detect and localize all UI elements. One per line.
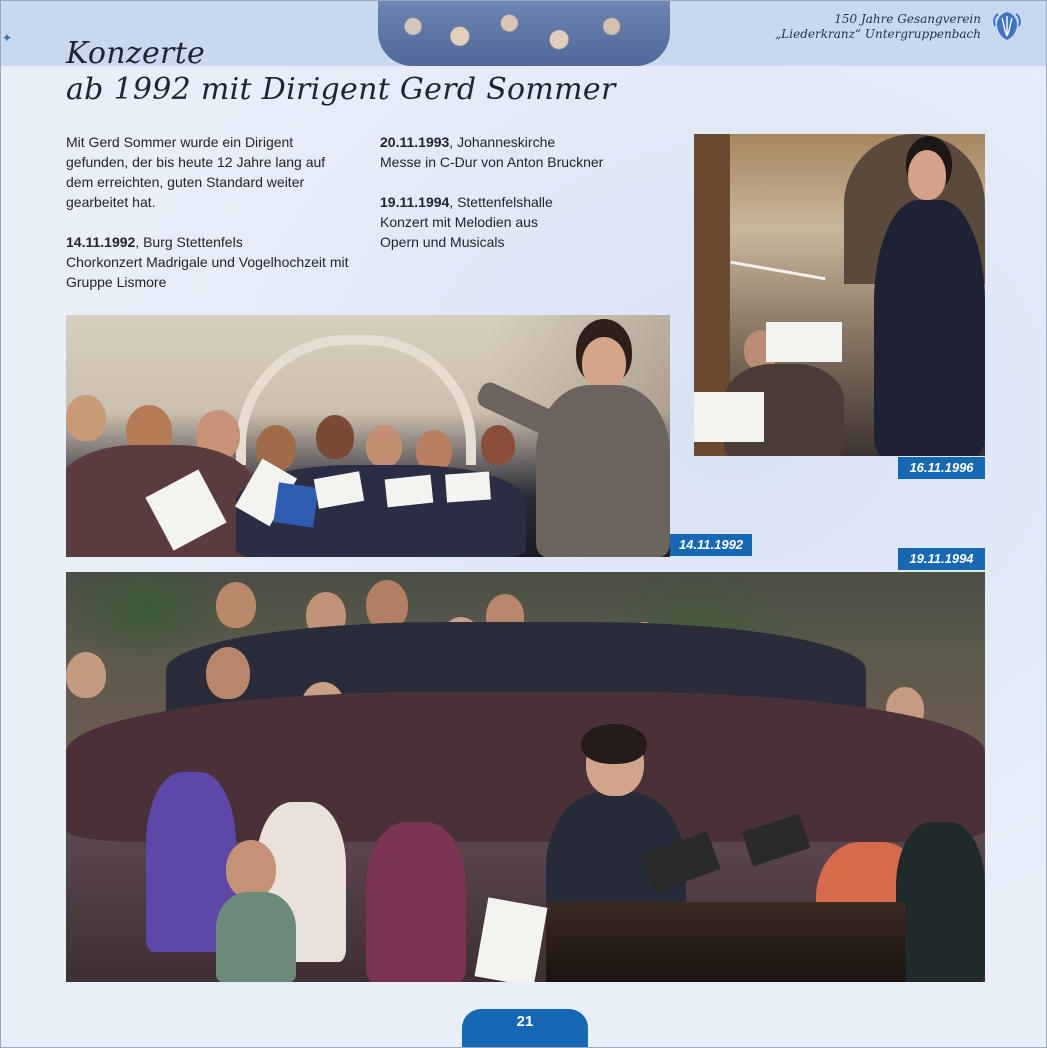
concert-entry	[380, 192, 680, 252]
music-sheet	[475, 897, 548, 982]
singer-body	[366, 822, 466, 982]
music-sheet	[385, 475, 434, 508]
intro-paragraph: Mit Gerd Sommer wurde ein Dirigent gefunden, der bis heute 12 Jahre lang auf dem erreichten, guten Standard weiter gearbeitet hat.	[66, 134, 326, 210]
singer-head	[66, 395, 106, 441]
singer-head	[316, 415, 354, 459]
photo-caption: 14.11.1992	[670, 534, 752, 556]
brand-line-2: „Liederkranz“ Untergruppenbach	[775, 27, 981, 41]
ornament-icon: ✦	[2, 31, 13, 45]
page-title	[66, 36, 616, 108]
title-line-1: Konzerte	[66, 36, 206, 71]
conductor-head	[582, 337, 626, 389]
music-stand	[694, 392, 764, 442]
lyre-icon	[989, 8, 1025, 44]
title-line-2: ab 1992 mit Dirigent Gerd Sommer	[66, 72, 616, 107]
text-column-1	[66, 132, 356, 292]
photo-caption: 16.11.1996	[898, 457, 985, 479]
brand-block	[775, 12, 1025, 42]
conductor-1996-photo	[694, 134, 985, 456]
conductor-head	[908, 150, 946, 200]
concert-description: Konzert mit Melodien aus Opern und Musicals	[380, 214, 538, 250]
choir-1994-photo	[66, 572, 985, 982]
concert-date: 20.11.1993	[380, 134, 450, 150]
concert-place: , Johanneskirche	[449, 134, 556, 150]
singer-body	[216, 892, 296, 982]
text-column-2	[380, 132, 680, 252]
page-number: 21	[462, 1009, 588, 1047]
conductor-body	[536, 385, 670, 557]
concert-description: Chorkonzert Madrigale und Vogelhochzeit mit Gruppe Lismore	[66, 254, 349, 290]
brand-line-1: 150 Jahre Gesangverein	[834, 12, 981, 26]
concert-place: , Stettenfelshalle	[449, 194, 553, 210]
concert-description: Messe in C-Dur von Anton Bruckner	[380, 154, 604, 170]
choir-1992-photo	[66, 315, 670, 557]
singer-body	[896, 822, 985, 982]
singer-head	[206, 647, 250, 699]
concert-date: 19.11.1994	[380, 194, 450, 210]
music-sheet	[445, 471, 491, 502]
music-stand	[766, 322, 842, 362]
concert-place: , Burg Stettenfels	[135, 234, 243, 250]
conductor-body	[874, 200, 985, 456]
pianist-hair	[581, 724, 647, 764]
singer-head	[216, 582, 256, 628]
singer-head	[366, 425, 402, 467]
baton	[730, 261, 825, 281]
piano	[546, 902, 906, 982]
concert-entry	[66, 232, 356, 292]
singer-head	[226, 840, 276, 898]
concert-entry	[380, 132, 680, 172]
photo-caption: 19.11.1994	[898, 548, 985, 570]
music-folder	[273, 482, 318, 527]
singer-head	[481, 425, 515, 465]
concert-date: 14.11.1992	[66, 234, 136, 250]
singer-head	[66, 652, 106, 698]
